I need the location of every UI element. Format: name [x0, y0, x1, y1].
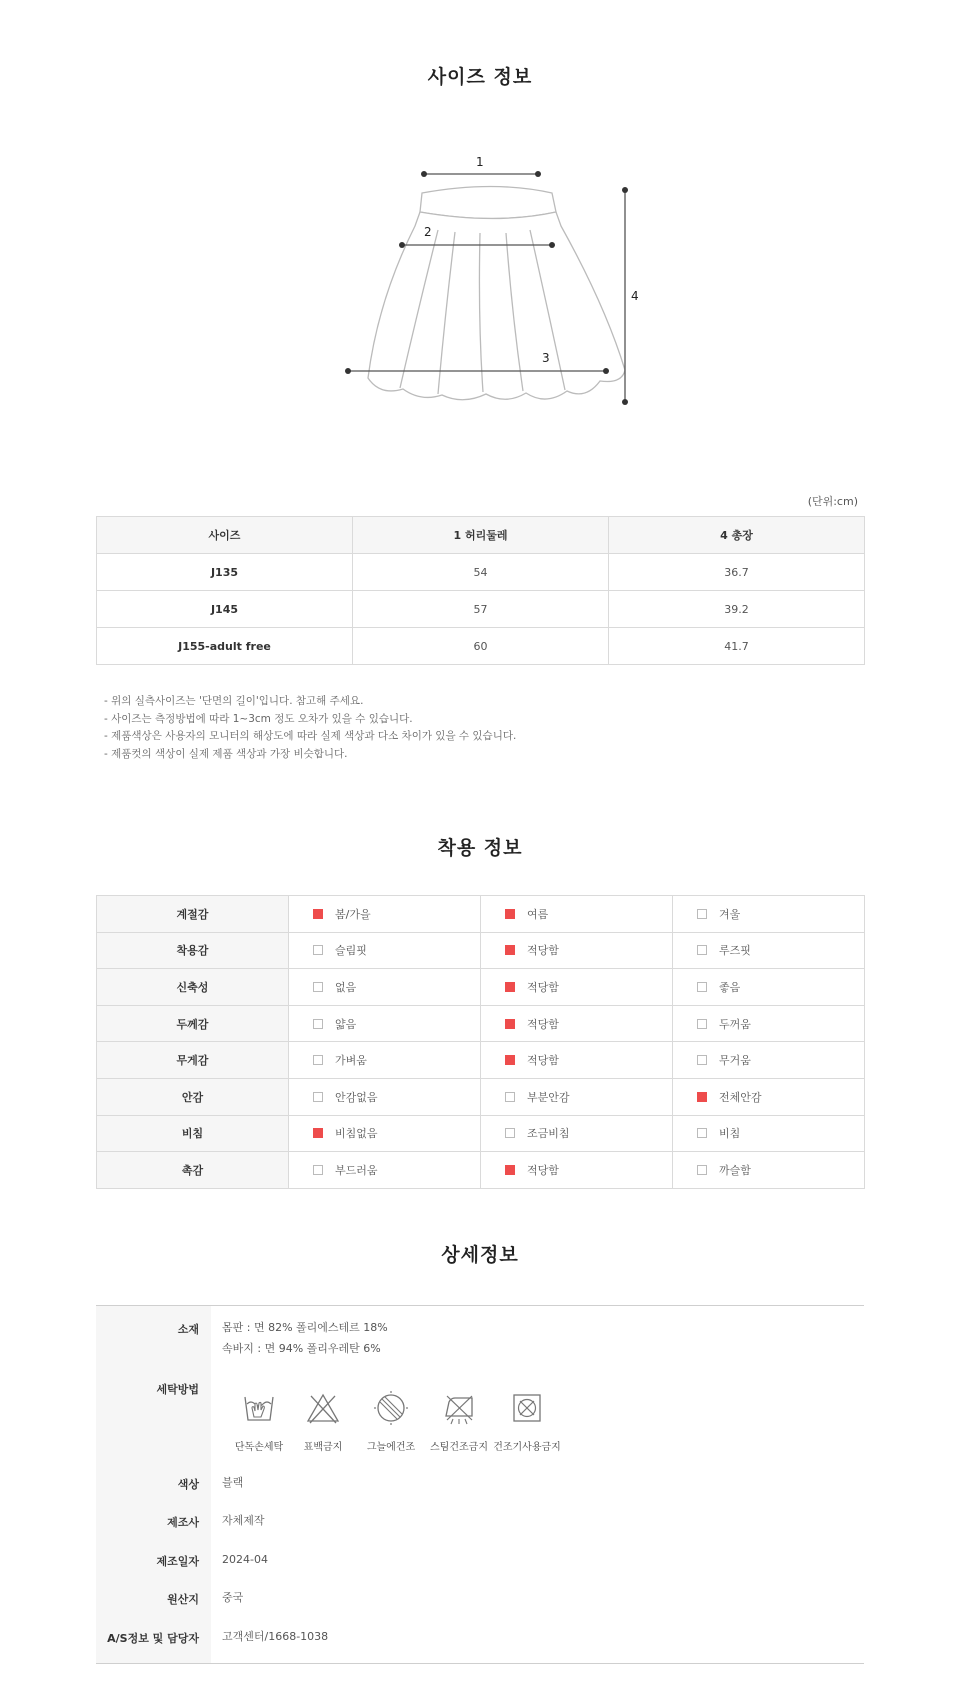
fit-option-label: 슬림핏: [335, 944, 367, 958]
fit-option-label: 조금비침: [527, 1127, 570, 1141]
checked-box-icon: [505, 909, 515, 919]
unchecked-box-icon: [697, 1055, 707, 1065]
maker-label: 제조사: [167, 1516, 199, 1529]
color-label: 색상: [177, 1478, 199, 1491]
wash-label-text: 표백금지: [303, 1442, 343, 1453]
checked-box-icon: [697, 1092, 707, 1102]
fit-option-label: 부분안감: [527, 1090, 570, 1104]
fit-option: [481, 1115, 673, 1152]
checked-box-icon: [505, 982, 515, 992]
unchecked-box-icon: [697, 1128, 707, 1138]
fit-option: [481, 1152, 673, 1189]
date-label: 제조일자: [156, 1555, 199, 1568]
as-value: 고객센터/1668-1038: [222, 1630, 329, 1643]
fit-option-label: 좋음: [719, 980, 741, 994]
fit-row: [97, 969, 865, 1006]
fit-option: [673, 1115, 865, 1152]
checked-box-icon: [313, 1128, 323, 1138]
column-header: 사이즈: [97, 517, 353, 554]
fit-option-label: 가벼움: [335, 1054, 367, 1068]
note-line: - 제품컷의 색상이 실제 제품 색상과 가장 비슷합니다.: [104, 747, 348, 760]
wash-item: [493, 1390, 561, 1453]
fit-option: [673, 896, 865, 933]
color-value: 블랙: [222, 1476, 244, 1489]
fit-row-label: 무게감: [97, 1042, 289, 1079]
wash-label-text: 건조기사용금지: [493, 1442, 561, 1453]
waist-cell: 60: [353, 628, 609, 665]
wash-label-text: 스팀건조금지: [430, 1442, 488, 1453]
origin-label: 원산지: [167, 1593, 199, 1606]
fit-row-label: 촉감: [97, 1152, 289, 1189]
unchecked-box-icon: [313, 1019, 323, 1029]
unchecked-box-icon: [313, 1165, 323, 1175]
wash-item: [425, 1390, 493, 1453]
fit-option-label: 무거움: [719, 1054, 751, 1068]
length-cell: 36.7: [609, 554, 865, 591]
fit-row-label: 안감: [97, 1078, 289, 1115]
material-value: [222, 1317, 388, 1359]
size-name-cell: J145: [97, 591, 353, 628]
fit-row-label: 두께감: [97, 1005, 289, 1042]
fit-option: [673, 932, 865, 969]
fit-row-label: 착용감: [97, 932, 289, 969]
fit-option: [289, 1042, 481, 1079]
note-line: - 위의 실측사이즈는 '단면의 길이'입니다. 참고해 주세요.: [104, 695, 364, 707]
unchecked-box-icon: [313, 1055, 323, 1065]
fit-option: [481, 896, 673, 933]
size-table: [96, 516, 865, 665]
fit-option-label: 없음: [335, 980, 357, 994]
fit-option: [289, 969, 481, 1006]
fit-table: [96, 895, 865, 1189]
note-line: - 사이즈는 측정방법에 따라 1~3cm 정도 오차가 있을 수 있습니다.: [104, 712, 413, 725]
column-header: 4 총장: [609, 517, 865, 554]
fit-row-label: 비침: [97, 1115, 289, 1152]
table-row: [97, 628, 865, 665]
length-cell: 41.7: [609, 628, 865, 665]
table-row: [97, 591, 865, 628]
fit-option: [289, 932, 481, 969]
wash-item: [225, 1390, 293, 1453]
fit-option: [673, 1078, 865, 1115]
fit-row: [97, 1152, 865, 1189]
fit-option: [673, 1152, 865, 1189]
fit-row: [97, 932, 865, 969]
checked-box-icon: [313, 909, 323, 919]
fit-option: [289, 1152, 481, 1189]
fit-option-label: 적당함: [527, 980, 559, 994]
no-steam-dry-icon: [441, 1390, 477, 1426]
fit-row-label: 신축성: [97, 969, 289, 1006]
waist-cell: 54: [353, 554, 609, 591]
fit-option-label: 겨울: [719, 907, 741, 921]
size-name-cell: J135: [97, 554, 353, 591]
fit-option: [481, 1042, 673, 1079]
shade-dry-icon: [373, 1390, 409, 1426]
checked-box-icon: [505, 1055, 515, 1065]
fit-option-label: 봄/가을: [335, 907, 371, 921]
no-tumble-dry-icon: [509, 1390, 545, 1426]
unchecked-box-icon: [697, 982, 707, 992]
unchecked-box-icon: [505, 1092, 515, 1102]
wash-item: [289, 1390, 357, 1453]
table-row: [97, 554, 865, 591]
size-notes: [104, 693, 516, 763]
wash-label: 세탁방법: [156, 1383, 199, 1396]
wash-icons: [225, 1390, 645, 1470]
fit-option: [481, 1078, 673, 1115]
fit-row: [97, 1115, 865, 1152]
fit-option-label: 적당함: [527, 1017, 559, 1031]
skirt-size-diagram: [330, 140, 650, 420]
unchecked-box-icon: [313, 982, 323, 992]
fit-row: [97, 896, 865, 933]
fit-option: [481, 1005, 673, 1042]
checked-box-icon: [505, 945, 515, 955]
fit-option-label: 적당함: [527, 944, 559, 958]
origin-value: 중국: [222, 1591, 244, 1604]
date-value: 2024-04: [222, 1553, 268, 1566]
length-cell: 39.2: [609, 591, 865, 628]
fit-option-label: 전체안감: [719, 1090, 762, 1104]
diagram-label-1: 1: [476, 155, 484, 169]
fit-option-label: 까슬함: [719, 1163, 751, 1177]
diagram-label-4: 4: [631, 289, 639, 303]
unchecked-box-icon: [697, 945, 707, 955]
fit-option-label: 루즈핏: [719, 944, 751, 958]
fit-row-label: 계절감: [97, 896, 289, 933]
diagram-label-3: 3: [542, 351, 550, 365]
unit-note: (단위:cm): [807, 495, 858, 508]
wash-label-text: 단독손세탁: [234, 1442, 284, 1453]
unchecked-box-icon: [313, 1092, 323, 1102]
size-name-cell: J155-adult free: [97, 628, 353, 665]
fit-option: [481, 932, 673, 969]
as-label: A/S정보 및 담당자: [107, 1632, 199, 1645]
fit-option-label: 적당함: [527, 1163, 559, 1177]
hand-wash-icon: [241, 1390, 277, 1426]
material-line: 속바지 : 면 94% 폴리우레탄 6%: [222, 1342, 381, 1355]
fit-option-label: 비침없음: [335, 1127, 378, 1141]
fit-row: [97, 1042, 865, 1079]
checked-box-icon: [505, 1019, 515, 1029]
checked-box-icon: [505, 1165, 515, 1175]
maker-value: 자체제작: [222, 1514, 265, 1527]
fit-option-label: 여름: [527, 907, 549, 921]
no-bleach-icon: [305, 1390, 341, 1426]
fit-row: [97, 1078, 865, 1115]
unchecked-box-icon: [697, 909, 707, 919]
fit-option: [289, 1078, 481, 1115]
table-header-row: [97, 517, 865, 554]
waist-cell: 57: [353, 591, 609, 628]
fit-option: [673, 969, 865, 1006]
fit-option: [289, 1005, 481, 1042]
diagram-label-2: 2: [424, 225, 432, 239]
column-header: 1 허리둘레: [353, 517, 609, 554]
fit-option-label: 안감없음: [335, 1090, 378, 1104]
detail-section-title: 상세정보: [441, 1244, 519, 1266]
unchecked-box-icon: [697, 1019, 707, 1029]
fit-option: [289, 1115, 481, 1152]
fit-option-label: 적당함: [527, 1054, 559, 1068]
wash-label-text: 그늘에건조: [366, 1442, 416, 1453]
size-section-title: 사이즈 정보: [427, 66, 533, 88]
unchecked-box-icon: [505, 1128, 515, 1138]
fit-row: [97, 1005, 865, 1042]
material-line: 몸판 : 면 82% 폴리에스테르 18%: [222, 1321, 388, 1334]
fit-option-label: 두꺼움: [719, 1017, 751, 1031]
fit-option: [481, 969, 673, 1006]
fit-option: [673, 1042, 865, 1079]
note-line: - 제품색상은 사용자의 모니터의 해상도에 따라 실제 색상과 다소 차이가 있을 수 있습니다.: [104, 730, 517, 742]
detail-info-table: [96, 1305, 864, 1664]
wash-item: [357, 1390, 425, 1453]
fit-option-label: 비침: [719, 1127, 741, 1141]
material-label: 소재: [177, 1323, 199, 1336]
unchecked-box-icon: [697, 1165, 707, 1175]
fit-section-title: 착용 정보: [437, 837, 523, 859]
fit-option: [673, 1005, 865, 1042]
fit-option-label: 얇음: [335, 1017, 357, 1031]
unchecked-box-icon: [313, 945, 323, 955]
fit-option: [289, 896, 481, 933]
fit-option-label: 부드러움: [335, 1163, 378, 1177]
